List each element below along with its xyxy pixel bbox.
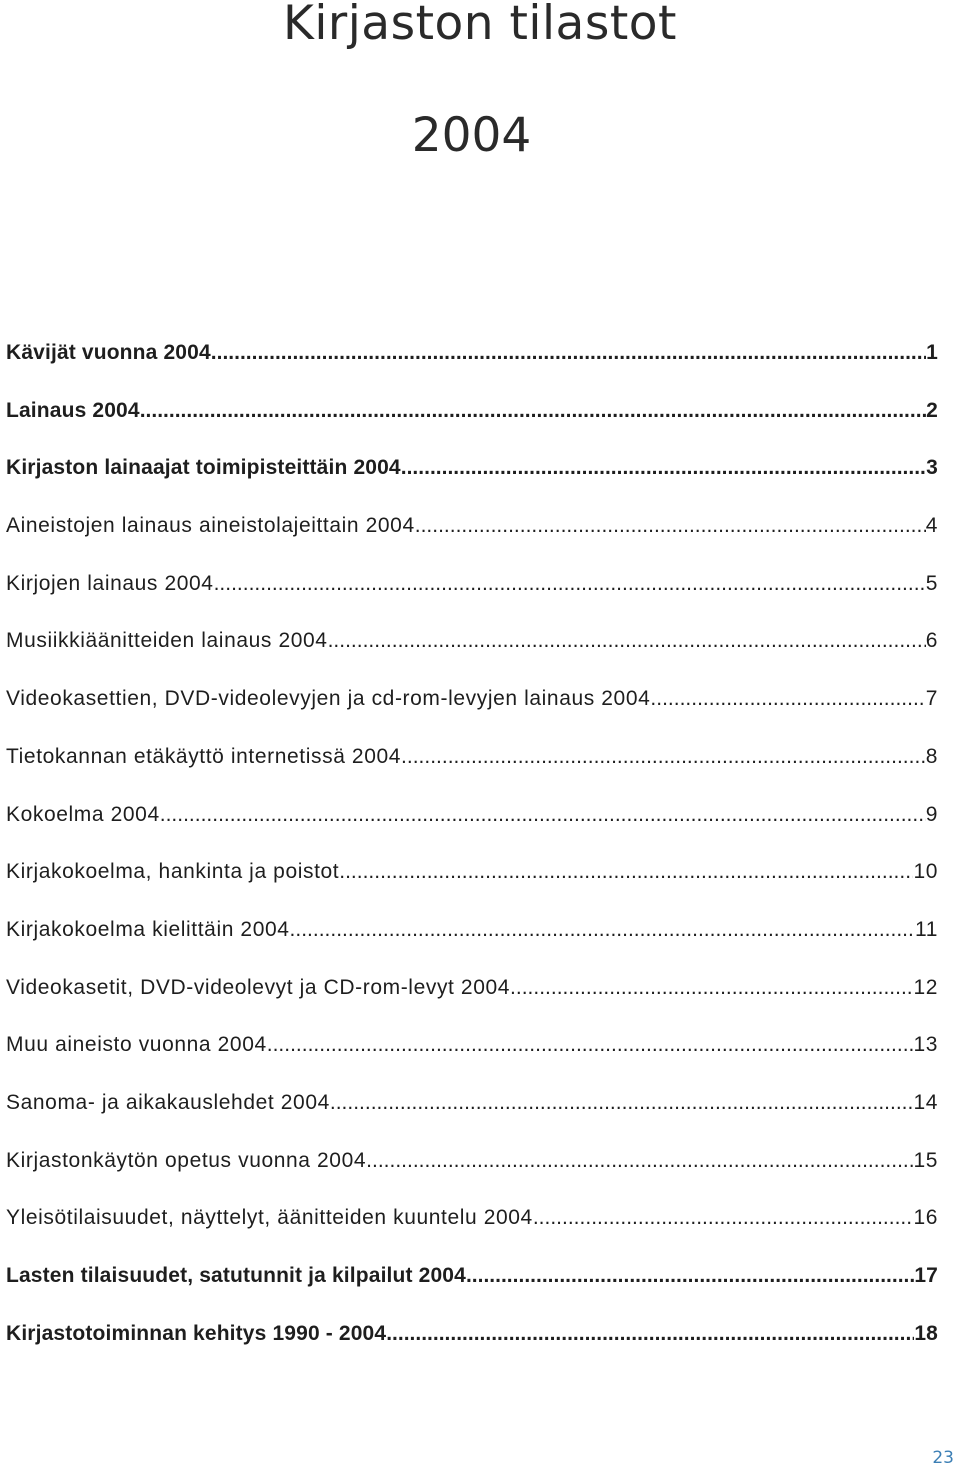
page-number: 23 [932, 1448, 954, 1468]
toc-entry[interactable] [6, 451, 938, 509]
toc-entry-page: 9 [925, 802, 938, 826]
toc-entry-page: 12 [913, 975, 938, 999]
toc-entry-label: Kirjastonkäytön opetus vuonna 2004 [6, 1148, 367, 1172]
toc-entry-label: Videokasettien, DVD-videolevyjen ja cd-rom-levyjen lainaus 2004 [6, 687, 651, 711]
toc-leader-dots [466, 1259, 914, 1293]
toc-entry-label: Kirjakokoelma, hankinta ja poistot [6, 860, 340, 884]
toc-leader-dots [211, 336, 926, 370]
toc-entry[interactable] [6, 1086, 938, 1144]
toc-entry-page: 14 [913, 1090, 938, 1114]
toc-leader-dots [415, 509, 926, 543]
toc-leader-dots [328, 624, 926, 658]
toc-entry-page: 4 [925, 514, 938, 538]
toc-entry-label: Musiikkiäänitteiden lainaus 2004 [6, 629, 328, 653]
toc-entry[interactable] [6, 1144, 938, 1202]
toc-entry-label: Tietokannan etäkäyttö internetissä 2004 [6, 744, 402, 768]
toc-entry-label: Sanoma- ja aikakauslehdet 2004 [6, 1090, 330, 1114]
toc-entry-page: 18 [914, 1321, 938, 1345]
toc-entry-label: Lasten tilaisuudet, satutunnit ja kilpailut 2004 [6, 1264, 466, 1287]
toc-entry-page: 17 [914, 1264, 938, 1287]
toc-entry-page: 7 [925, 687, 938, 711]
toc-entry-label: Kirjaston lainaajat toimipisteittäin 2004 [6, 456, 401, 480]
toc-entry-page: 8 [925, 744, 938, 768]
toc-entry-label: Kirjastotoiminnan kehitys 1990 - 2004 [6, 1321, 387, 1345]
toc-entry[interactable] [6, 798, 938, 856]
toc-leader-dots [290, 913, 915, 947]
toc-leader-dots [160, 798, 926, 832]
toc-entry[interactable] [6, 336, 938, 394]
toc-entry-page: 11 [915, 917, 938, 941]
toc-entry[interactable] [6, 855, 938, 913]
toc-entry-label: Kokoelma 2004 [6, 802, 160, 826]
toc-entry[interactable] [6, 971, 938, 1029]
toc-leader-dots [401, 451, 926, 485]
toc-entry-label: Aineistojen lainaus aineistolajeittain 2004 [6, 514, 415, 538]
toc-entry-label: Muu aineisto vuonna 2004 [6, 1033, 267, 1057]
toc-entry-page: 3 [926, 456, 938, 480]
toc-entry-page: 16 [913, 1206, 938, 1230]
toc-entry[interactable] [6, 567, 938, 625]
toc-leader-dots [533, 1201, 914, 1235]
toc-entry-page: 13 [913, 1033, 938, 1057]
toc-leader-dots [214, 567, 926, 601]
page-year: 2004 [411, 108, 532, 163]
toc-entry-page: 5 [925, 571, 938, 595]
toc-leader-dots [330, 1086, 914, 1120]
toc-leader-dots [140, 394, 926, 428]
toc-entry-label: Videokasetit, DVD-videolevyt ja CD-rom-levyt 2004 [6, 975, 511, 999]
toc-entry[interactable] [6, 394, 938, 452]
toc-entry-page: 1 [926, 341, 938, 364]
table-of-contents [6, 336, 938, 1374]
toc-entry[interactable] [6, 509, 938, 567]
toc-entry-label: Kävijät vuonna 2004 [6, 341, 211, 364]
toc-entry-page: 6 [925, 629, 938, 653]
toc-entry-page: 15 [913, 1148, 938, 1172]
page-title: Kirjaston tilastot [283, 0, 677, 51]
toc-entry[interactable] [6, 1201, 938, 1259]
toc-leader-dots [339, 855, 913, 889]
toc-entry[interactable] [6, 740, 938, 798]
toc-entry-page: 2 [926, 398, 938, 422]
toc-leader-dots [366, 1144, 913, 1178]
toc-entry[interactable] [6, 913, 938, 971]
toc-entry-page: 10 [913, 860, 938, 884]
toc-entry-label: Kirjojen lainaus 2004 [6, 571, 214, 595]
toc-entry-label: Kirjakokoelma kielittäin 2004 [6, 917, 290, 941]
toc-leader-dots [386, 1317, 914, 1351]
toc-leader-dots [267, 1028, 914, 1062]
toc-leader-dots [510, 971, 913, 1005]
toc-leader-dots [401, 740, 926, 774]
toc-leader-dots [650, 682, 925, 716]
toc-entry[interactable] [6, 1317, 938, 1375]
toc-entry[interactable] [6, 1028, 938, 1086]
toc-entry[interactable] [6, 1259, 938, 1317]
toc-entry-label: Yleisötilaisuudet, näyttelyt, äänitteiden kuuntelu 2004 [6, 1206, 533, 1230]
toc-entry[interactable] [6, 682, 938, 740]
toc-entry-label: Lainaus 2004 [6, 398, 140, 422]
toc-entry[interactable] [6, 624, 938, 682]
